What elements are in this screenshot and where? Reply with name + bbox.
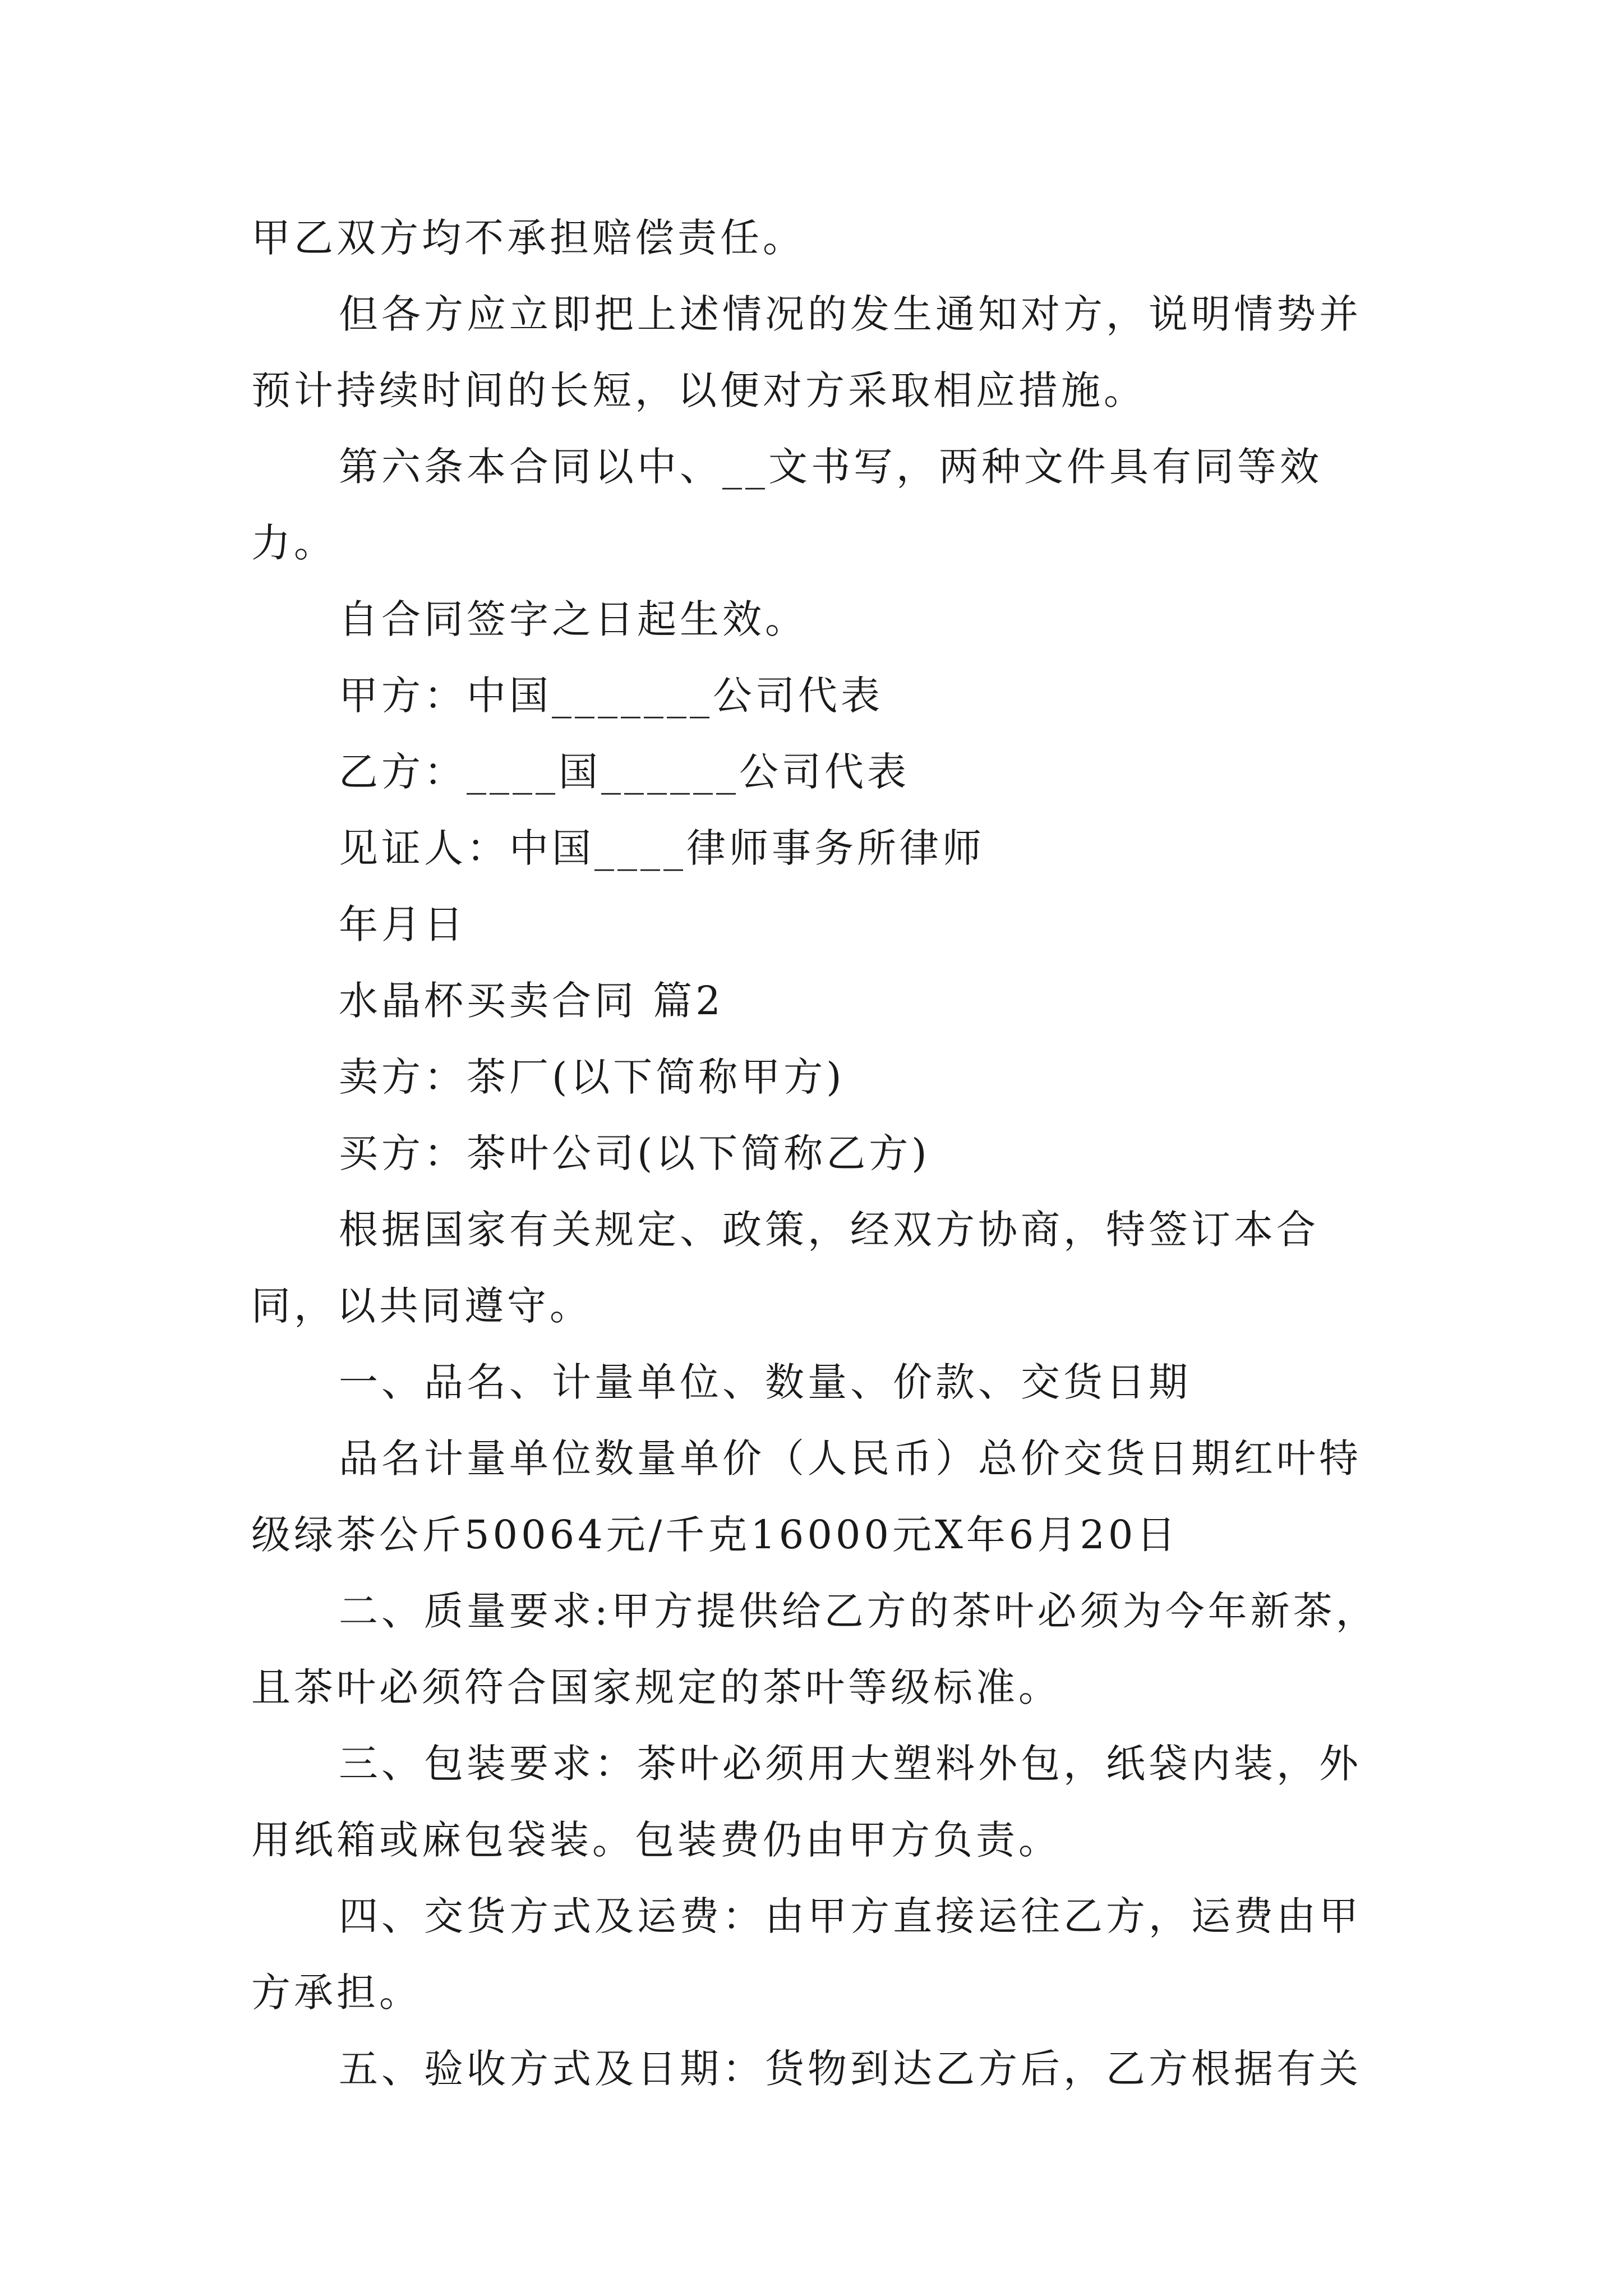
party-b-signature-line: 乙方：____国______公司代表 xyxy=(339,749,910,795)
paragraph-quality-requirements: 二、质量要求:甲方提供给乙方的茶叶必须为今年新茶，且茶叶必须符合国家规定的茶叶等级标准。 xyxy=(251,1588,1378,1710)
paragraph-packaging-requirements: 三、包装要求：茶叶必须用大塑料外包，纸袋内装，外用纸箱或麻包袋装。包装费仍由甲方负责。 xyxy=(251,1741,1362,1863)
document-page xyxy=(251,200,1395,2107)
paragraph-inspection: 五、验收方式及日期：货物到达乙方后，乙方根据有关 xyxy=(339,2046,1362,2092)
paragraph-effective-date: 自合同签字之日起生效。 xyxy=(339,596,808,642)
date-line: 年月日 xyxy=(339,901,467,947)
contract-heading: 水晶杯买卖合同 篇2 xyxy=(339,978,724,1024)
paragraph-product-details: 品名计量单位数量单价（人民币）总价交货日期红叶特级绿茶公斤50064元/千克16000元X年6月20日 xyxy=(251,1435,1362,1558)
paragraph-liability-end: 甲乙双方均不承担赔偿责任。 xyxy=(251,215,805,261)
paragraph-preamble: 根据国家有关规定、政策，经双方协商，特签订本合同，以共同遵守。 xyxy=(251,1207,1319,1329)
section-one-heading: 一、品名、计量单位、数量、价款、交货日期 xyxy=(339,1359,1191,1405)
buyer-line: 买方：茶叶公司(以下简称乙方) xyxy=(339,1130,930,1176)
paragraph-delivery-freight: 四、交货方式及运费：由甲方直接运往乙方，运费由甲方承担。 xyxy=(251,1893,1362,2016)
witness-signature-line: 见证人：中国____律师事务所律师 xyxy=(339,825,985,871)
party-a-signature-line: 甲方：中国_______公司代表 xyxy=(339,673,883,719)
paragraph-notify-party: 但各方应立即把上述情况的发生通知对方，说明情势并预计持续时间的长短，以便对方采取相应措施。 xyxy=(251,291,1362,413)
seller-line: 卖方：茶厂(以下简称甲方) xyxy=(339,1054,845,1100)
paragraph-article-six: 第六条本合同以中、__文书写，两种文件具有同等效力。 xyxy=(251,444,1322,566)
